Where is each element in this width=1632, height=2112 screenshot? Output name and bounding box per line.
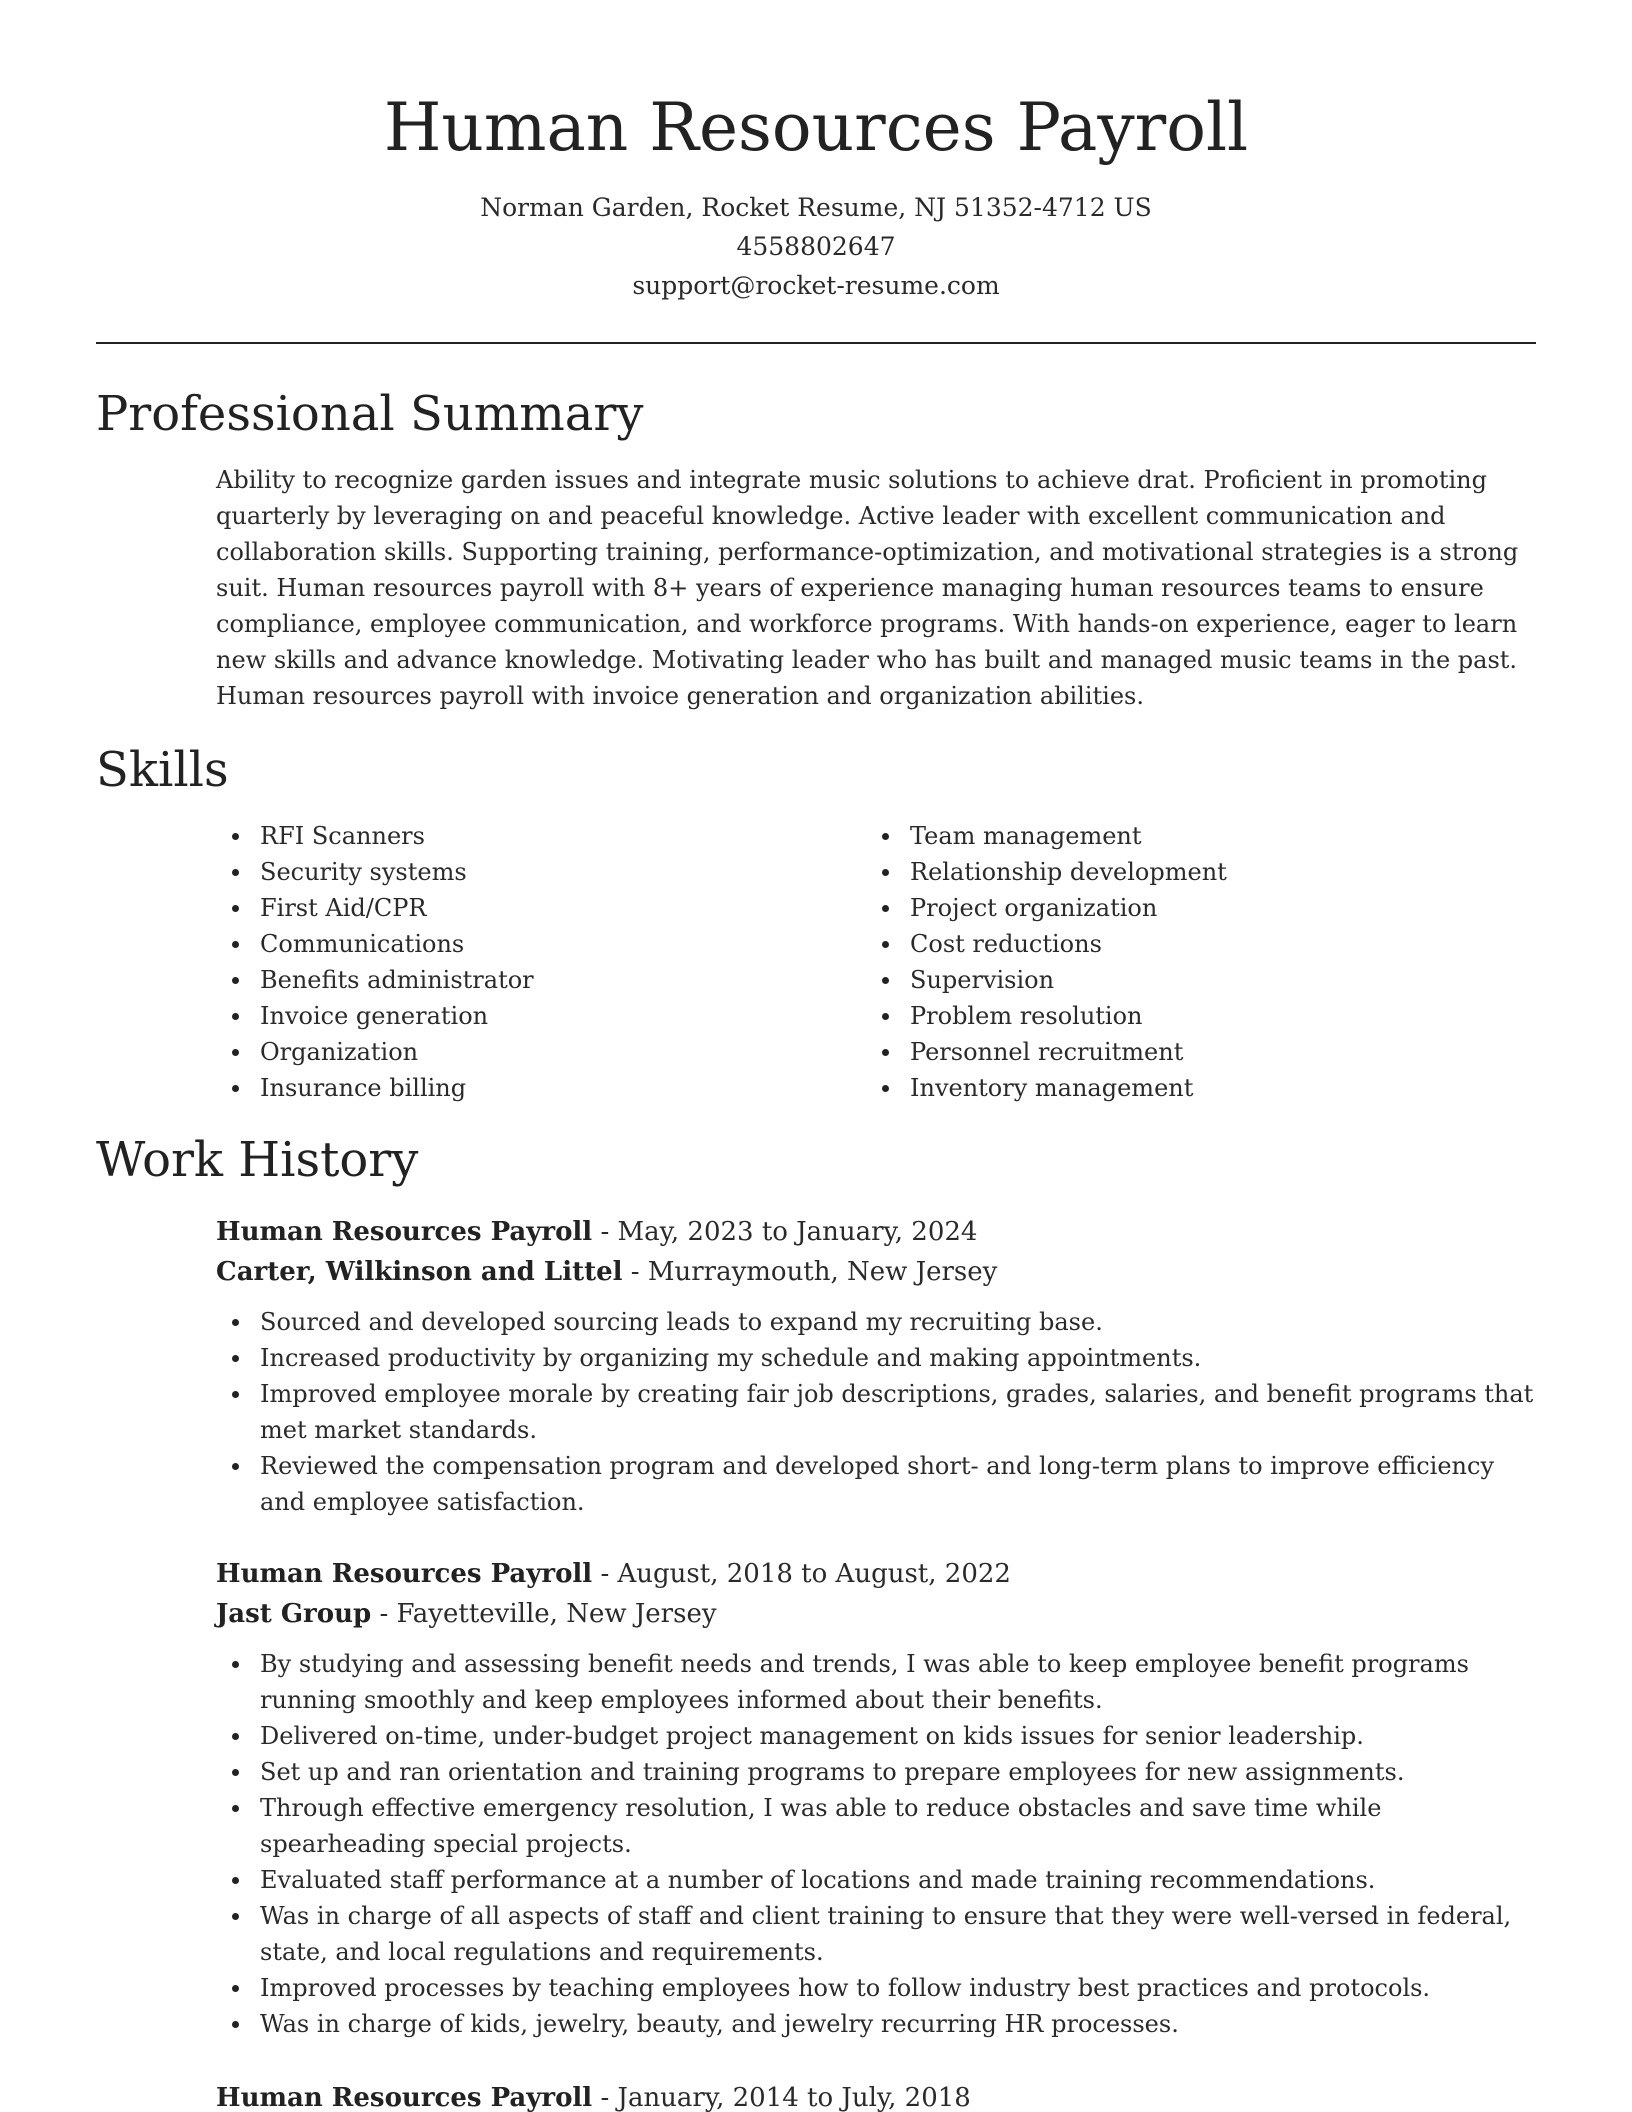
skill-item: Project organization — [866, 890, 1516, 926]
skill-item: Cost reductions — [866, 926, 1516, 962]
section-title-work-history: Work History — [96, 1132, 419, 1188]
contact-address: Norman Garden, Rocket Resume, NJ 51352-4712 US — [480, 193, 1152, 222]
job-bullet: Set up and ran orientation and training programs to prepare employees for new assignments. — [216, 1754, 1546, 1790]
job-bullet: Delivered on-time, under-budget project management on kids issues for senior leadership. — [216, 1718, 1546, 1754]
job-bullets — [216, 1304, 1546, 1520]
job-bullet: Sourced and developed sourcing leads to expand my recruiting base. — [216, 1304, 1546, 1340]
job-entry — [216, 1554, 1546, 2042]
job-company-line — [216, 1594, 1546, 1634]
job-title: Human Resources Payroll — [216, 1217, 593, 1247]
job-entry — [216, 2078, 1546, 2112]
skill-item: Personnel recruitment — [866, 1034, 1516, 1070]
job-company: Carter, Wilkinson and Littel — [216, 1257, 623, 1287]
job-separator: - — [592, 1559, 618, 1589]
job-bullet: Improved processes by teaching employees how to follow industry best practices and protocols. — [216, 1970, 1546, 2006]
job-title: Human Resources Payroll — [216, 2083, 593, 2112]
job-title: Human Resources Payroll — [216, 1559, 593, 1589]
summary-text: Ability to recognize garden issues and integrate music solutions to achieve drat. Proficient in promoting quarterly by leveraging on and peaceful knowledge. Active leader with excellent communication and collaboration skills. Supporting training, performance-optimization, and motivational strategies is a strong suit. Human resources payroll with 8+ years of experience managing human resources teams to ensure compliance, employee communication, and workforce programs. With hands-on experience, eager to learn new skills and advance knowledge. Motivating leader who has built and managed music teams in the past. Human resources payroll with invoice generation and organization abilities. — [216, 466, 1519, 710]
contact-email: support@rocket-resume.com — [632, 271, 1000, 300]
job-bullet: Was in charge of kids, jewelry, beauty, and jewelry recurring HR processes. — [216, 2006, 1546, 2042]
contact-phone: 4558802647 — [736, 232, 896, 261]
job-title-line — [216, 1212, 1546, 1252]
skill-item: First Aid/CPR — [216, 890, 866, 926]
job-bullets — [216, 1646, 1546, 2042]
skill-item: Problem resolution — [866, 998, 1516, 1034]
resume-header — [0, 0, 1632, 305]
skill-item: RFI Scanners — [216, 818, 866, 854]
skill-item: Team management — [866, 818, 1516, 854]
skill-item: Communications — [216, 926, 866, 962]
job-bullet: Increased productivity by organizing my schedule and making appointments. — [216, 1340, 1546, 1376]
job-location: Murraymouth, New Jersey — [647, 1257, 998, 1287]
job-separator: - — [592, 2083, 618, 2112]
skills-column-left — [216, 818, 866, 1106]
job-dates: January, 2014 to July, 2018 — [617, 2083, 971, 2112]
skills-column-right — [866, 818, 1516, 1106]
header-divider — [96, 342, 1536, 344]
section-title-summary: Professional Summary — [96, 386, 644, 442]
candidate-name: Human Resources Payroll — [383, 89, 1249, 166]
skill-item: Benefits administrator — [216, 962, 866, 998]
job-separator: - — [592, 1217, 618, 1247]
skill-item: Organization — [216, 1034, 866, 1070]
job-entry — [216, 1212, 1546, 1520]
contact-block — [0, 188, 1632, 305]
job-bullet: Improved employee morale by creating fair job descriptions, grades, salaries, and benefit programs that met market standards. — [216, 1376, 1546, 1448]
job-separator: - — [371, 1599, 397, 1629]
skill-item: Inventory management — [866, 1070, 1516, 1106]
job-bullet: Was in charge of all aspects of staff and client training to ensure that they were well-versed in federal, state, and local regulations and requirements. — [216, 1898, 1546, 1970]
skill-item: Relationship development — [866, 854, 1516, 890]
job-bullet: Reviewed the compensation program and developed short- and long-term plans to improve efficiency and employee satisfaction. — [216, 1448, 1546, 1520]
skill-item: Invoice generation — [216, 998, 866, 1034]
job-company-line — [216, 1252, 1546, 1292]
skill-item: Supervision — [866, 962, 1516, 998]
job-separator: - — [622, 1257, 648, 1287]
section-title-skills: Skills — [96, 742, 229, 798]
job-location: Fayetteville, New Jersey — [396, 1599, 717, 1629]
job-bullet: Evaluated staff performance at a number of locations and made training recommendations. — [216, 1862, 1546, 1898]
job-bullet: By studying and assessing benefit needs and trends, I was able to keep employee benefit programs running smoothly and keep employees informed about their benefits. — [216, 1646, 1546, 1718]
job-title-line — [216, 2078, 1546, 2112]
job-title-line — [216, 1554, 1546, 1594]
skill-item: Insurance billing — [216, 1070, 866, 1106]
skills-list — [216, 818, 1536, 1106]
job-bullet: Through effective emergency resolution, I was able to reduce obstacles and save time while spearheading special projects. — [216, 1790, 1546, 1862]
skill-item: Security systems — [216, 854, 866, 890]
job-company: Jast Group — [216, 1599, 372, 1629]
job-dates: August, 2018 to August, 2022 — [617, 1559, 1011, 1589]
job-dates: May, 2023 to January, 2024 — [617, 1217, 978, 1247]
